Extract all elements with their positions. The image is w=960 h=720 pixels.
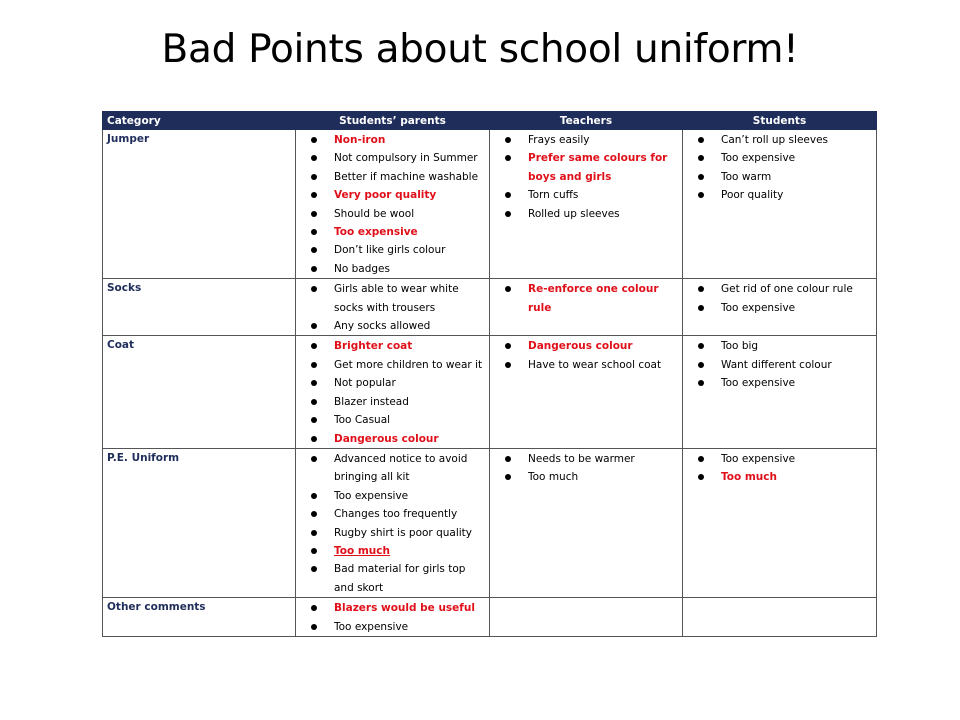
students-list bbox=[687, 450, 874, 487]
teachers-list bbox=[494, 131, 680, 223]
list-item-text: Too expensive bbox=[334, 620, 409, 633]
list-item bbox=[300, 205, 487, 223]
list-item-text: Changes too frequently bbox=[334, 508, 458, 521]
parents-list bbox=[300, 337, 487, 447]
list-item bbox=[300, 411, 487, 429]
list-item-text: Get rid of one colour rule bbox=[721, 283, 853, 296]
list-item-text: Too expensive bbox=[334, 226, 418, 239]
list-item bbox=[300, 131, 487, 149]
list-item-text: Should be wool bbox=[334, 207, 415, 220]
list-item-text: Rugby shirt is poor quality bbox=[334, 526, 472, 539]
list-item-text: Frays easily bbox=[528, 134, 590, 146]
bullet-icon bbox=[311, 436, 317, 442]
bullet-icon bbox=[311, 266, 317, 272]
list-item bbox=[687, 450, 874, 468]
list-item bbox=[687, 337, 874, 355]
list-item-text: Too expensive bbox=[334, 489, 409, 502]
teachers-cell bbox=[490, 279, 683, 336]
list-item-text: Too much bbox=[721, 471, 777, 484]
list-item bbox=[300, 599, 487, 617]
bullet-icon bbox=[311, 566, 317, 572]
bullet-icon bbox=[311, 362, 317, 368]
list-item-text: Too big bbox=[721, 340, 759, 353]
list-item bbox=[300, 168, 487, 186]
bullet-icon bbox=[311, 137, 317, 143]
list-item bbox=[687, 168, 874, 186]
list-item-text: Not popular bbox=[334, 377, 396, 390]
bullet-icon bbox=[505, 286, 511, 292]
students-cell bbox=[683, 448, 877, 597]
bullet-icon bbox=[698, 474, 704, 480]
list-item-text: Get more children to wear it bbox=[334, 358, 483, 371]
list-item-text: Too expensive bbox=[721, 301, 796, 314]
list-item bbox=[300, 450, 487, 487]
bullet-icon bbox=[311, 456, 317, 462]
list-item bbox=[494, 280, 680, 317]
list-item bbox=[687, 186, 874, 204]
list-item-text: Can’t roll up sleeves bbox=[721, 134, 829, 146]
teachers-cell bbox=[490, 130, 683, 279]
teachers-cell bbox=[490, 336, 683, 448]
bullet-icon bbox=[698, 286, 704, 292]
list-item-text: Rolled up sleeves bbox=[528, 207, 620, 220]
bullet-icon bbox=[311, 155, 317, 161]
list-item-text: Blazer instead bbox=[334, 395, 409, 408]
list-item bbox=[687, 356, 874, 374]
bullet-icon bbox=[698, 305, 704, 311]
list-item-text: Girls able to wear white socks with trousers bbox=[334, 283, 459, 314]
list-item-text: Poor quality bbox=[721, 189, 784, 202]
list-item bbox=[687, 280, 874, 298]
list-item bbox=[494, 356, 680, 374]
list-item-text: Too expensive bbox=[721, 377, 796, 390]
list-item bbox=[300, 356, 487, 374]
list-item bbox=[687, 149, 874, 167]
students-list bbox=[687, 337, 874, 392]
list-item-text: Dangerous colour bbox=[334, 432, 439, 445]
list-item bbox=[494, 337, 680, 355]
bullet-icon bbox=[311, 286, 317, 292]
list-item bbox=[300, 560, 487, 597]
list-item bbox=[687, 131, 874, 149]
students-list bbox=[687, 280, 874, 317]
bullet-icon bbox=[505, 456, 511, 462]
bullet-icon bbox=[311, 417, 317, 423]
bullet-icon bbox=[311, 493, 317, 499]
students-cell bbox=[683, 598, 877, 637]
bullet-icon bbox=[311, 247, 317, 253]
bullet-icon bbox=[311, 229, 317, 235]
list-item-text: Too expensive bbox=[721, 452, 796, 465]
teachers-list bbox=[494, 337, 680, 374]
bullet-icon bbox=[698, 456, 704, 462]
list-item-text: Too Casual bbox=[334, 414, 391, 427]
students-list bbox=[687, 131, 874, 205]
list-item-text: Too warm bbox=[721, 170, 772, 183]
bullet-icon bbox=[505, 155, 511, 161]
list-item bbox=[300, 280, 487, 317]
list-item bbox=[687, 374, 874, 392]
category-cell: Jumper bbox=[103, 130, 296, 279]
list-item-text: No badges bbox=[334, 262, 390, 275]
list-item bbox=[494, 468, 680, 486]
list-item bbox=[300, 618, 487, 636]
list-item-text: Needs to be warmer bbox=[528, 452, 635, 465]
header-parents: Students’ parents bbox=[296, 112, 490, 130]
list-item bbox=[494, 450, 680, 468]
parents-cell bbox=[296, 279, 490, 336]
bullet-icon bbox=[311, 511, 317, 517]
bullet-icon bbox=[311, 624, 317, 630]
bullet-icon bbox=[698, 137, 704, 143]
header-category: Category bbox=[103, 112, 296, 130]
bullet-icon bbox=[505, 211, 511, 217]
list-item bbox=[300, 260, 487, 278]
bullet-icon bbox=[311, 323, 317, 329]
bullet-icon bbox=[311, 530, 317, 536]
list-item-text: Don’t like girls colour bbox=[334, 244, 446, 257]
table-header-row bbox=[103, 112, 877, 130]
table-body bbox=[103, 130, 877, 637]
list-item bbox=[300, 317, 487, 335]
list-item-text: Re-enforce one colour rule bbox=[528, 283, 659, 314]
list-item-text: Non-iron bbox=[334, 134, 386, 146]
list-item-text: Too much bbox=[334, 544, 390, 557]
list-item-text: Prefer same colours for boys and girls bbox=[528, 152, 668, 183]
parents-list bbox=[300, 280, 487, 335]
teachers-list bbox=[494, 280, 680, 317]
bullet-icon bbox=[505, 343, 511, 349]
bullet-icon bbox=[505, 137, 511, 143]
bullet-icon bbox=[505, 362, 511, 368]
list-item bbox=[494, 186, 680, 204]
category-cell: Coat bbox=[103, 336, 296, 448]
parents-cell bbox=[296, 448, 490, 597]
list-item-text: Very poor quality bbox=[334, 189, 437, 202]
list-item bbox=[494, 149, 680, 186]
list-item-text: Not compulsory in Summer bbox=[334, 152, 478, 165]
category-cell: Other comments bbox=[103, 598, 296, 637]
list-item-text: Torn cuffs bbox=[528, 189, 579, 202]
bullet-icon bbox=[311, 605, 317, 611]
list-item-text: Brighter coat bbox=[334, 340, 413, 353]
list-item bbox=[687, 468, 874, 486]
bullet-icon bbox=[505, 192, 511, 198]
category-cell: Socks bbox=[103, 279, 296, 336]
teachers-list bbox=[494, 450, 680, 487]
table-row-p-e-uniform bbox=[103, 448, 877, 597]
list-item-text: Want different colour bbox=[721, 358, 832, 371]
parents-cell bbox=[296, 130, 490, 279]
students-cell bbox=[683, 279, 877, 336]
bullet-icon bbox=[311, 211, 317, 217]
list-item bbox=[300, 487, 487, 505]
students-cell bbox=[683, 336, 877, 448]
list-item bbox=[300, 374, 487, 392]
list-item-text: Too much bbox=[528, 471, 579, 484]
table-row-jumper bbox=[103, 130, 877, 279]
bullet-icon bbox=[698, 155, 704, 161]
parents-list bbox=[300, 599, 487, 636]
page-title: Bad Points about school uniform! bbox=[161, 27, 799, 72]
category-cell: P.E. Uniform bbox=[103, 448, 296, 597]
students-cell bbox=[683, 130, 877, 279]
list-item-text: Dangerous colour bbox=[528, 340, 633, 353]
table-row-coat bbox=[103, 336, 877, 448]
list-item bbox=[300, 505, 487, 523]
list-item bbox=[300, 337, 487, 355]
list-item bbox=[300, 149, 487, 167]
bullet-icon bbox=[311, 380, 317, 386]
table-row-socks bbox=[103, 279, 877, 336]
list-item bbox=[300, 186, 487, 204]
header-teachers: Teachers bbox=[490, 112, 683, 130]
parents-list bbox=[300, 131, 487, 278]
bullet-icon bbox=[311, 548, 317, 554]
list-item-text: Bad material for girls top and skort bbox=[334, 563, 466, 594]
list-item-text: Blazers would be useful bbox=[334, 602, 475, 615]
bullet-icon bbox=[698, 343, 704, 349]
bullet-icon bbox=[311, 343, 317, 349]
parents-cell bbox=[296, 598, 490, 637]
list-item bbox=[300, 430, 487, 448]
list-item-text: Any socks allowed bbox=[334, 320, 431, 333]
bullet-icon bbox=[505, 474, 511, 480]
list-item-text: Have to wear school coat bbox=[528, 358, 662, 371]
bullet-icon bbox=[311, 192, 317, 198]
list-item bbox=[300, 524, 487, 542]
list-item bbox=[494, 205, 680, 223]
list-item-text: Too expensive bbox=[721, 152, 796, 165]
parents-cell bbox=[296, 336, 490, 448]
teachers-cell bbox=[490, 448, 683, 597]
list-item-text: Better if machine washable bbox=[334, 170, 479, 183]
table-row-other-comments bbox=[103, 598, 877, 637]
list-item-text: Advanced notice to avoid bringing all kit bbox=[334, 452, 468, 484]
list-item bbox=[300, 223, 487, 241]
bullet-icon bbox=[698, 174, 704, 180]
header-students: Students bbox=[683, 112, 877, 130]
bullet-icon bbox=[698, 192, 704, 198]
bullet-icon bbox=[698, 380, 704, 386]
teachers-cell bbox=[490, 598, 683, 637]
parents-list bbox=[300, 450, 487, 597]
list-item bbox=[300, 393, 487, 411]
bullet-icon bbox=[311, 399, 317, 405]
list-item bbox=[300, 241, 487, 259]
uniform-table bbox=[102, 111, 877, 637]
bullet-icon bbox=[311, 174, 317, 180]
bullet-icon bbox=[698, 362, 704, 368]
list-item bbox=[300, 542, 487, 560]
list-item bbox=[494, 131, 680, 149]
list-item bbox=[687, 299, 874, 317]
